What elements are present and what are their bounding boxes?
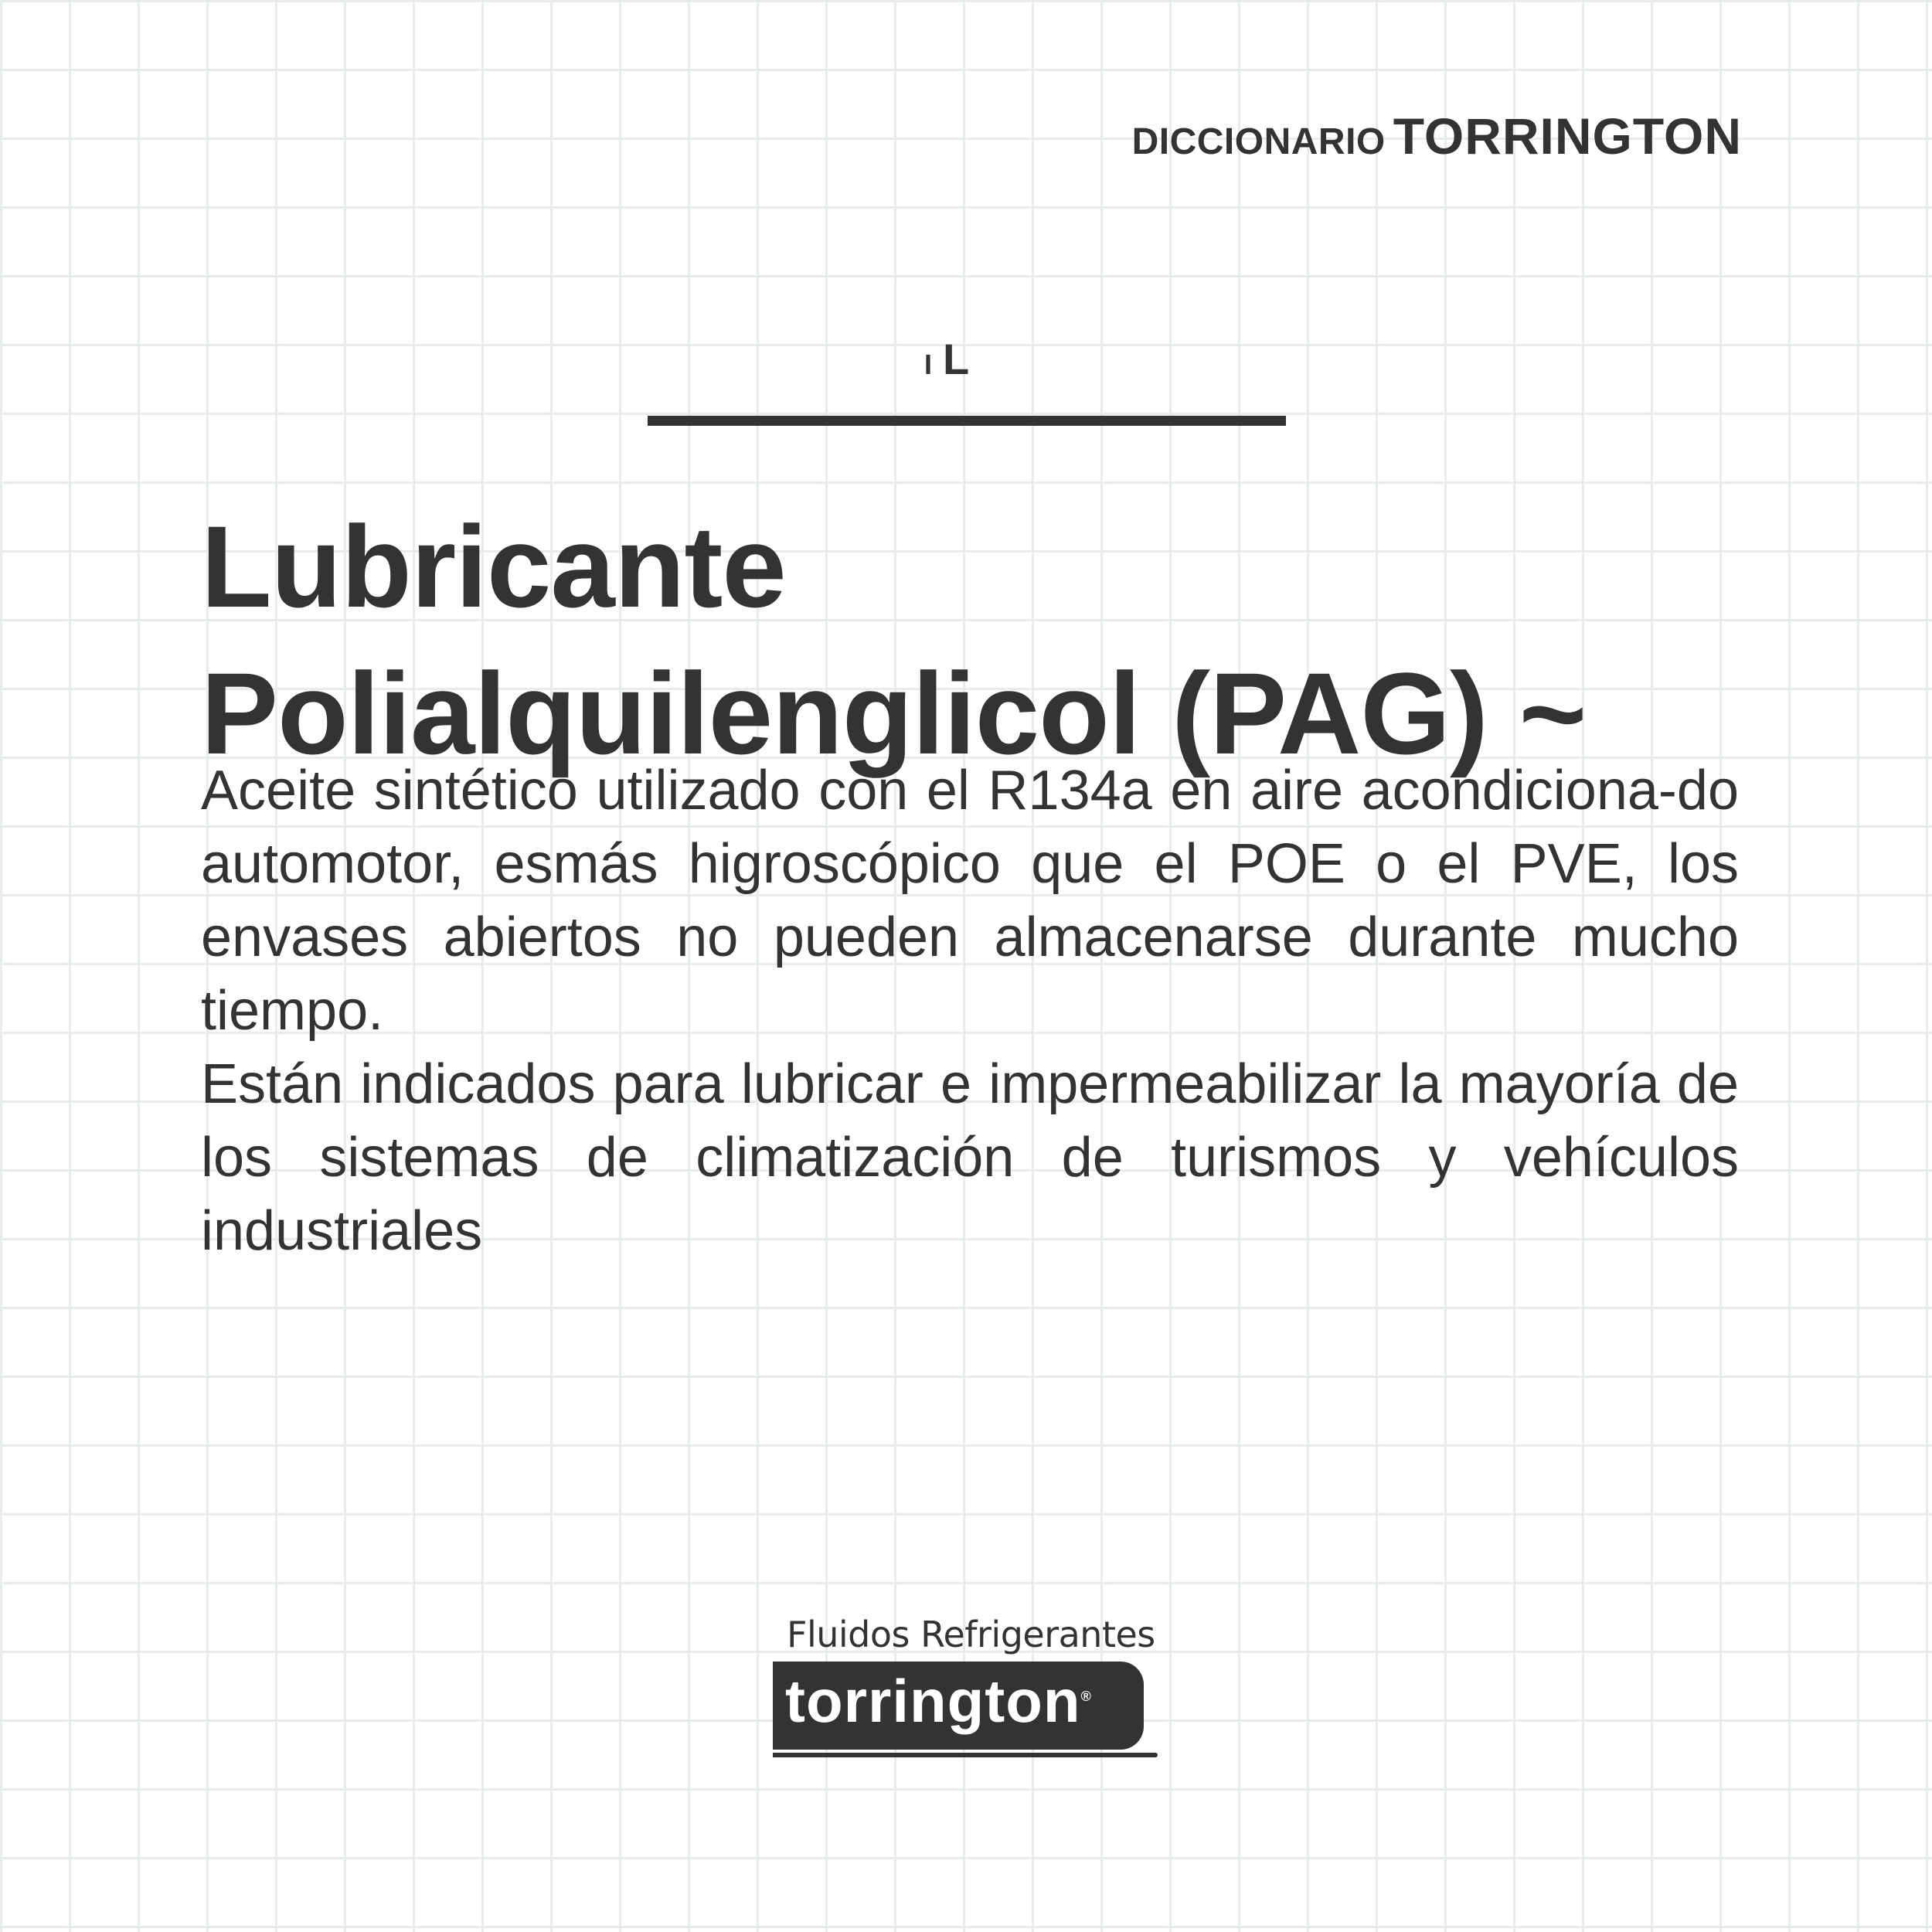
header-brand: TORRINGTON — [1393, 107, 1742, 165]
letter-marker-letter: L — [943, 335, 970, 383]
entry-definition — [201, 754, 1739, 1268]
logo-wordmark-container — [785, 1666, 1092, 1736]
letter-marker-small: I — [924, 349, 933, 380]
definition-paragraph-1: Aceite sintético utilizado con el R134a en aire acondiciona-do automotor, esmás higroscópico que el POE o el PVE, los envases abiertos no pueden almacenarse durante mucho tiempo. — [201, 760, 1739, 1042]
registered-mark: ® — [1080, 1689, 1092, 1704]
definition-paragraph-2: Están indicados para lubricar e impermeabilizar la mayoría de los sistemas de climatización de turismos y vehículos industriales — [201, 1053, 1739, 1262]
logo-stripe — [773, 1753, 1158, 1757]
entry-term: Lubricante Polialquilenglicol (PAG) ~ — [201, 502, 1587, 778]
logo-tagline: Fluidos Refrigerantes — [787, 1614, 1155, 1655]
header-prefix: DICCIONARIO — [1131, 121, 1386, 162]
torrington-logo — [773, 1614, 1167, 1760]
divider-rule — [648, 416, 1286, 426]
dictionary-header — [1132, 107, 1742, 165]
logo-badge — [773, 1662, 1136, 1760]
logo-wordmark: torrington — [785, 1667, 1081, 1735]
letter-marker — [924, 334, 969, 384]
